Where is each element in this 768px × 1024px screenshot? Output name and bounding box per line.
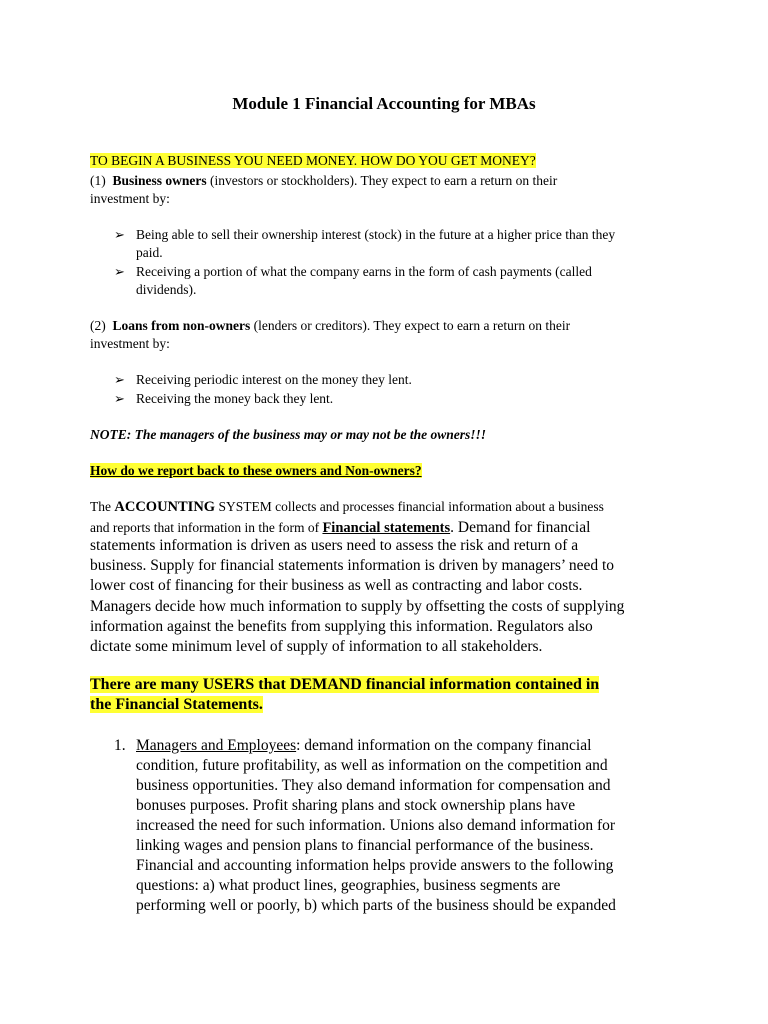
owners-bullet-1-line-2: paid.	[136, 245, 163, 260]
list-item-1-line-1: Managers and Employees: demand information on the company financial	[136, 737, 592, 754]
list-item-1-line-3: business opportunities. They also demand information for compensation and	[136, 777, 611, 794]
heading-users-line-1: There are many USERS that DEMAND financial information contained in	[90, 676, 600, 693]
list-item-number: 1.	[114, 737, 126, 754]
para-line-8: dictate some minimum level of supply of information to all stakeholders.	[90, 638, 543, 655]
loans-line-2: investment by:	[90, 336, 170, 351]
arrow-bullet-icon: ➢	[114, 391, 125, 406]
list-item-1-line-4: bonuses purposes. Profit sharing plans and stock ownership plans have	[136, 797, 576, 814]
list-item-1-line-2: condition, future profitability, as well as information on the competition and	[136, 757, 608, 774]
owners-bullet-2-line-1: Receiving a portion of what the company earns in the form of cash payments (called	[136, 264, 592, 279]
owners-line-1: (1) Business owners (investors or stockholders). They expect to earn a return on their	[90, 173, 558, 188]
loans-line-1: (2) Loans from non-owners (lenders or creditors). They expect to earn a return on their	[90, 318, 571, 333]
heading-report-back: How do we report back to these owners and Non-owners?	[90, 463, 422, 478]
arrow-bullet-icon: ➢	[114, 264, 125, 279]
document-title: Module 1 Financial Accounting for MBAs	[232, 94, 536, 113]
para-line-5: lower cost of financing for their business as well as contracting and labor costs.	[90, 577, 583, 594]
list-item-1-line-7: Financial and accounting information helps provide answers to the following	[136, 857, 614, 874]
list-item-1-line-8: questions: a) what product lines, geographies, business segments are	[136, 877, 561, 894]
owners-bullet-1-line-1: Being able to sell their ownership interest (stock) in the future at a higher price than they	[136, 227, 616, 242]
loans-bullet-2: Receiving the money back they lent.	[136, 391, 334, 406]
list-item-1-line-5: increased the need for such information. Unions also demand information for	[136, 817, 616, 834]
heading-get-money: TO BEGIN A BUSINESS YOU NEED MONEY. HOW DO YOU GET MONEY?	[90, 153, 536, 168]
para-line-6: Managers decide how much information to supply by offsetting the costs of supplying	[90, 598, 625, 615]
para-line-7: information against the benefits from supplying this information. Regulators also	[90, 618, 593, 635]
owners-bullet-2-line-2: dividends).	[136, 282, 197, 297]
para-line-1: The ACCOUNTING SYSTEM collects and processes financial information about a business	[90, 499, 604, 515]
para-line-2: and reports that information in the form of Financial statements. Demand for financial	[90, 519, 591, 536]
para-line-4: business. Supply for financial statements information is driven by managers’ need to	[90, 557, 615, 574]
list-item-1-line-9: performing well or poorly, b) which parts of the business should be expanded	[136, 897, 616, 914]
arrow-bullet-icon: ➢	[114, 372, 125, 387]
note: NOTE: The managers of the business may or may not be the owners!!!	[90, 427, 487, 442]
owners-line-2: investment by:	[90, 191, 170, 206]
loans-bullet-1: Receiving periodic interest on the money they lent.	[136, 372, 412, 387]
list-item-1-line-6: linking wages and pension plans to financial performance of the business.	[136, 837, 594, 854]
arrow-bullet-icon: ➢	[114, 227, 125, 242]
para-line-3: statements information is driven as users need to assess the risk and return of a	[90, 537, 579, 554]
heading-users-line-2: the Financial Statements.	[90, 696, 263, 713]
